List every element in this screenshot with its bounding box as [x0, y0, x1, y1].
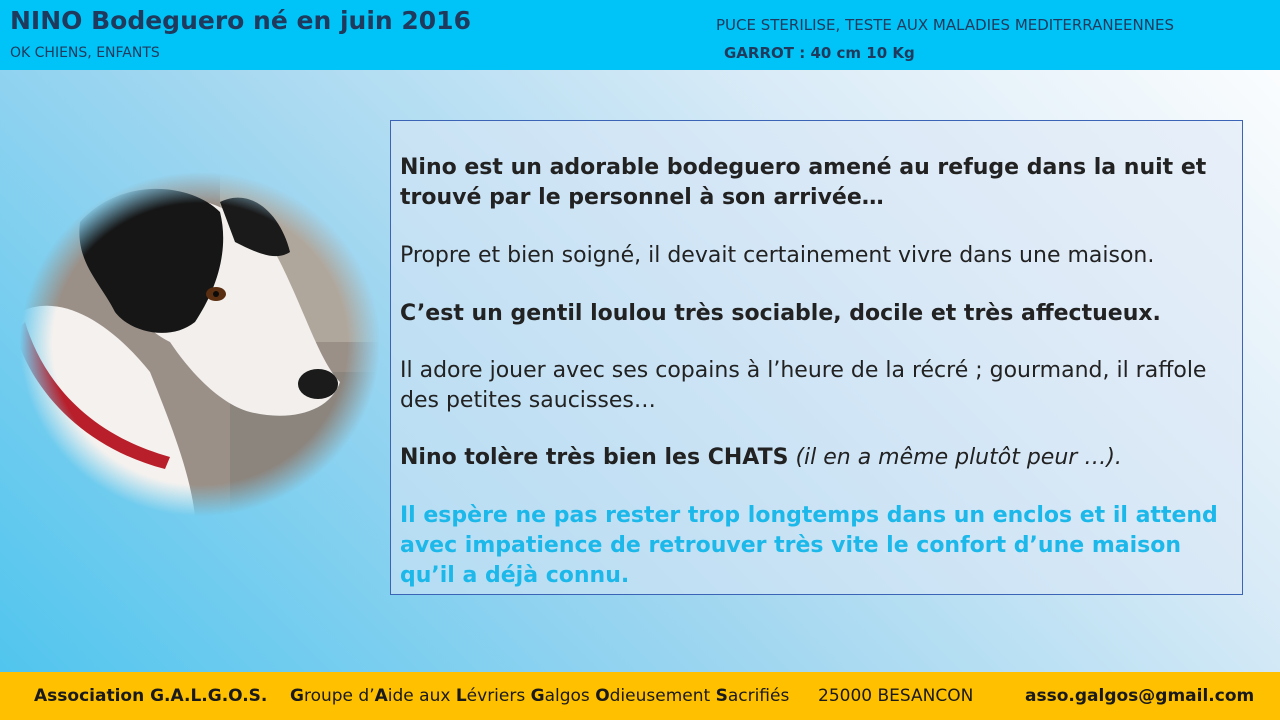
fullname-fragment: évriers [466, 686, 531, 706]
hope-paragraph: Il espère ne pas rester trop longtemps dans un enclos et il attend avec impatience de retrouver très vite le confort d’une maison qu’il a déjà connu. [400, 503, 1218, 588]
fullname-fragment: roupe d’ [303, 686, 375, 706]
footer-banner [0, 672, 1280, 720]
header-banner [0, 0, 1280, 70]
contact-email[interactable]: asso.galgos@gmail.com [1025, 686, 1255, 706]
acronym-initial: O [595, 686, 610, 706]
care-paragraph: Propre et bien soigné, il devait certainement vivre dans une maison. [400, 243, 1155, 268]
acronym-initial: A [374, 686, 388, 706]
fullname-fragment: algos [544, 686, 596, 706]
acronym-initial: L [455, 686, 467, 706]
acronym-initial: S [715, 686, 728, 706]
page-title: NINO Bodeguero né en juin 2016 [10, 6, 471, 35]
play-paragraph: Il adore jouer avec ses copains à l’heure de la récré ; gourmand, il raffole des petites saucisses… [400, 358, 1207, 413]
cats-italic-text: (il en a même plutôt peur …). [795, 445, 1122, 470]
health-info: PUCE STERILISE, TESTE AUX MALADIES MEDITERRANEENNES [716, 16, 1174, 34]
association-fullname [290, 686, 789, 706]
association-city: 25000 BESANCON [818, 686, 974, 706]
cats-paragraph [400, 443, 1238, 473]
dog-photo [20, 172, 380, 516]
cats-bold-text: Nino tolère très bien les CHATS [400, 445, 789, 470]
intro-paragraph: Nino est un adorable bodeguero amené au refuge dans la nuit et trouvé par le personnel à son arrivée… [400, 155, 1207, 210]
acronym-initial: G [290, 686, 304, 706]
fullname-fragment: acrifiés [727, 686, 790, 706]
compatibility-note: OK CHIENS, ENFANTS [10, 45, 160, 61]
acronym-initial: G [530, 686, 545, 706]
fullname-fragment: dieusement [609, 686, 716, 706]
fullname-fragment: ide aux [387, 686, 456, 706]
size-info: GARROT : 40 cm 10 Kg [724, 44, 915, 62]
description-box [390, 120, 1243, 595]
temperament-paragraph: C’est un gentil loulou très sociable, docile et très affectueux. [400, 301, 1161, 326]
association-name: Association G.A.L.G.O.S. [34, 686, 268, 706]
